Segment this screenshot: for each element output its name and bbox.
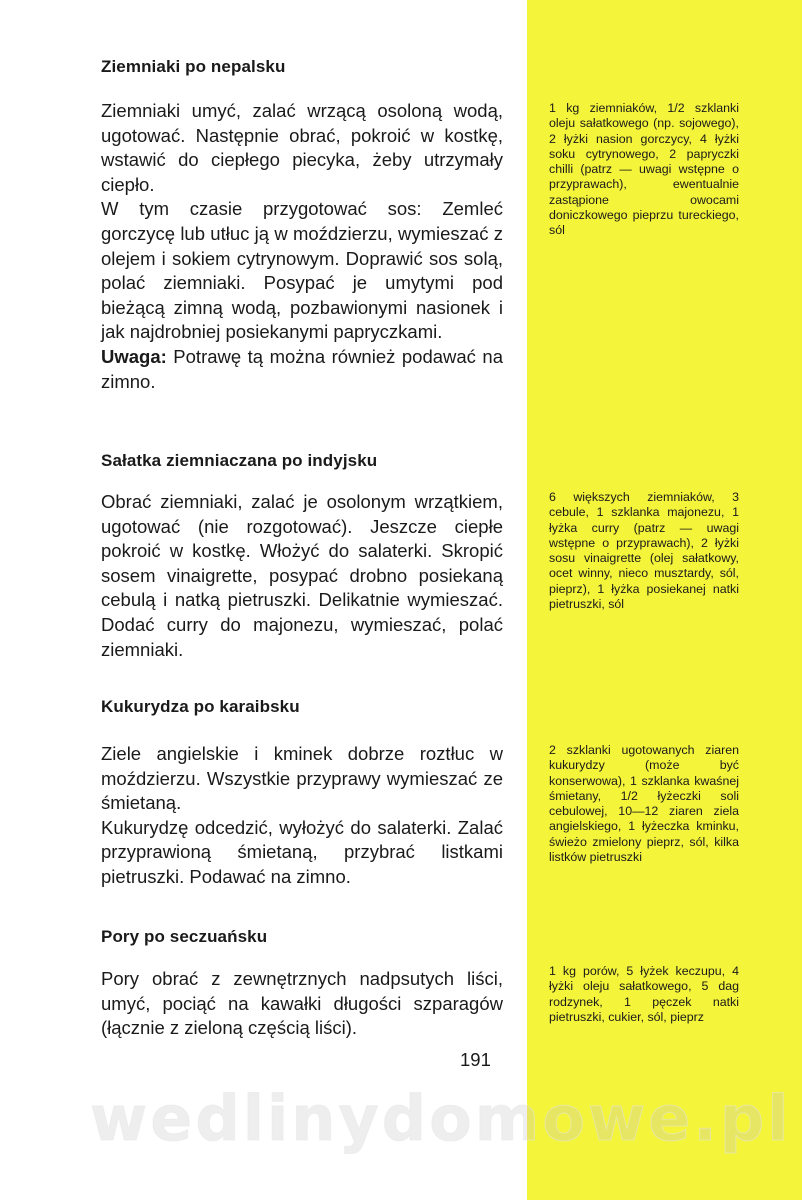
recipe-title: Ziemniaki po nepalsku: [101, 57, 286, 76]
recipe-paragraph: Kukurydzę odcedzić, wyłożyć do salaterki. Zalać przyprawioną śmietaną, przybrać listkami pietruszki. Podawać na zimno.: [101, 816, 503, 887]
recipe-paragraph: Pory obrać z zewnętrznych nadpsutych liści, umyć, pociąć na kawałki długości szparagów (łącznie z zieloną częścią liści).: [101, 968, 503, 1039]
recipe-title: Sałatka ziemniaczana po indyjsku: [101, 451, 378, 470]
recipe-title: Pory po seczuańsku: [101, 927, 268, 946]
ingredients-list: 1 kg ziemniaków, 1/2 szklanki oleju sałatkowego (np. sojowego), 2 łyżki nasion gorczycy, 4 łyżki soku cytrynowego, 2 papryczki chilli (patrz — uwagi wstępne o przyprawach), ewentualnie zastąpione owocami doniczkowego pieprzu tureckiego, sól: [549, 101, 739, 238]
recipe-note: [101, 345, 503, 394]
recipe-paragraph: Ziemniaki umyć, zalać wrzącą osoloną wodą, ugotować. Następnie obrać, pokroić w kostkę, wstawić do ciepłego piecyka, żeby utrzymały ciepło.: [101, 100, 503, 195]
note-label: Uwaga:: [101, 345, 167, 367]
recipe-body: [101, 490, 503, 662]
recipe-body: [101, 742, 503, 890]
page-number: 191: [460, 1049, 491, 1070]
note-text: Potrawę tą można również podawać na zimno.: [101, 345, 503, 392]
ingredients-list: 6 większych ziemniaków, 3 cebule, 1 szklanka majonezu, 1 łyżka curry (patrz — uwagi wstępne o przyprawach), 2 łyżki sosu vinaigrette (olej sałatkowy, ocet winny, nieco musztardy, sól, pieprz), 1 łyżka posiekanej natki pietruszki, sól: [549, 490, 739, 612]
ingredients-list: 2 szklanki ugotowanych ziaren kukurydzy (może być konserwowa), 1 szklanka kwaśnej śmietany, 1/2 łyżeczki soli cebulowej, 10—12 ziaren ziela angielskiego, 1 łyżeczka kminku, świeżo zmielony pieprz, sól, kilka listków pietruszki: [549, 743, 739, 865]
recipe-body: [101, 99, 503, 394]
ingredients-list: 1 kg porów, 5 łyżek keczupu, 4 łyżki oleju sałatkowego, 5 dag rodzynek, 1 pęczek natki pietruszki, cukier, sól, pieprz: [549, 964, 739, 1024]
recipe-body: [101, 967, 503, 1041]
recipe-paragraph: Obrać ziemniaki, zalać je osolonym wrzątkiem, ugotować (nie rozgotować). Jeszcze ciepłe pokroić w kostkę. Włożyć do salaterki. Skropić sosem vinaigrette, posypać drobno posiekaną cebulą i natką pietruszki. Delikatnie wymieszać. Dodać curry do majonezu, wymieszać, polać ziemniaki.: [101, 491, 503, 660]
recipe-title: Kukurydza po karaibsku: [101, 697, 300, 716]
watermark: wedlinydomowe.pl: [90, 1082, 792, 1155]
recipe-paragraph: W tym czasie przygotować sos: Zemleć gorczycę lub utłuc ją w moździerzu, wymieszać z olejem i sokiem cytrynowym. Doprawić sos solą, polać ziemniaki. Posypać je umytymi pod bieżącą zimną wodą, pozbawionymi nasionek i jak najdrobniej posiekanymi papryczkami.: [101, 198, 503, 343]
recipe-paragraph: Ziele angielskie i kminek dobrze roztłuc w moździerzu. Wszystkie przyprawy wymieszać ze śmietaną.: [101, 743, 503, 814]
